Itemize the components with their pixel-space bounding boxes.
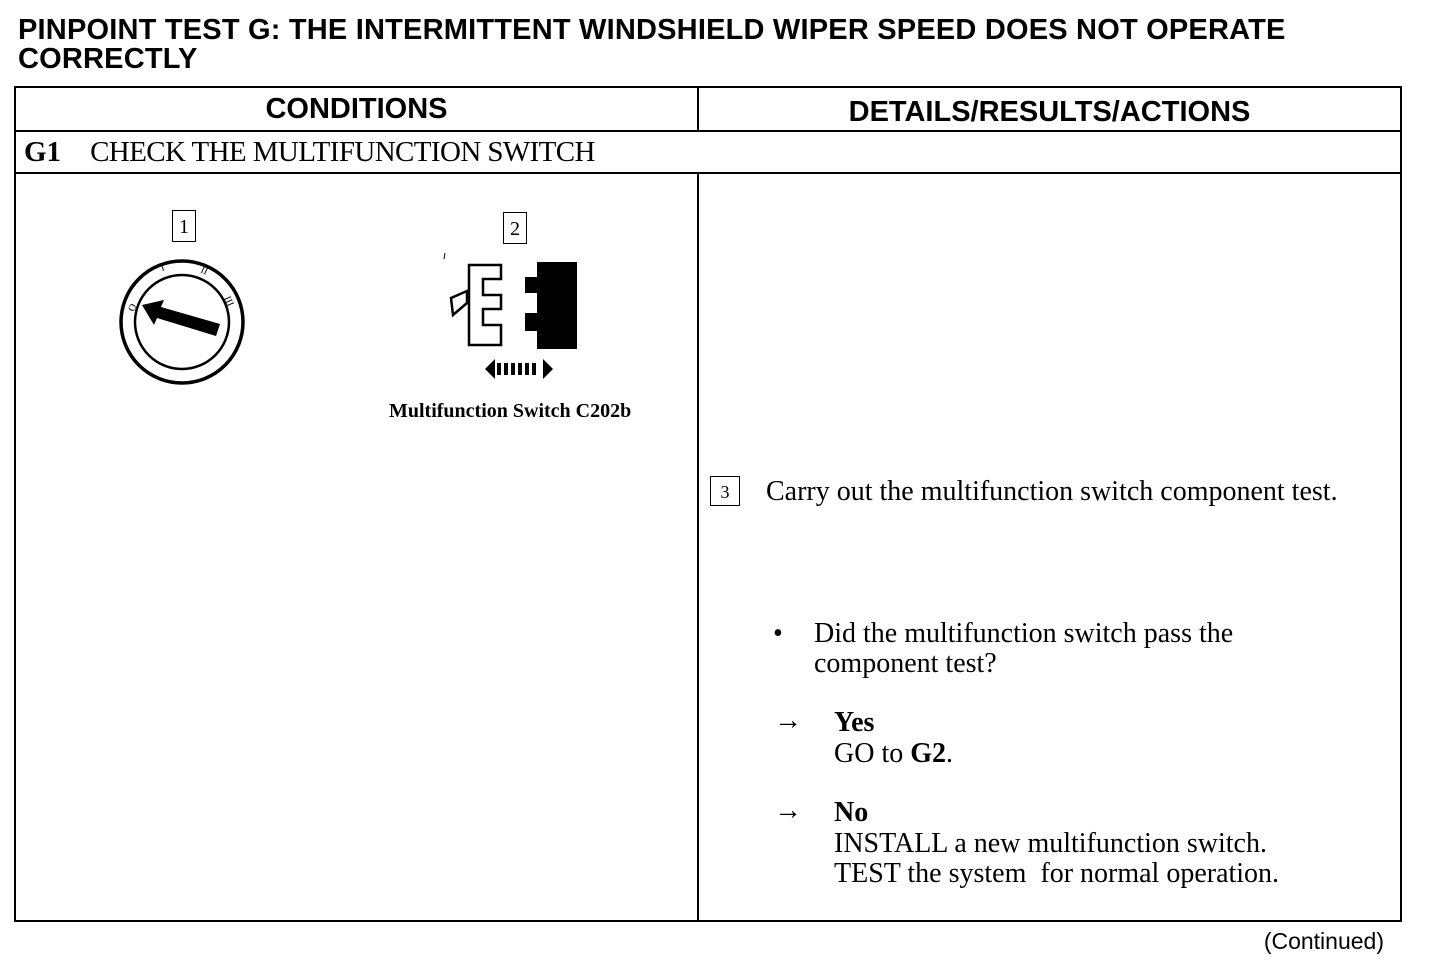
ignition-mark-off: O xyxy=(126,302,140,314)
connector-icon xyxy=(441,253,581,383)
figure-1-number: 1 xyxy=(172,210,196,242)
pinpoint-table xyxy=(14,86,1402,922)
step-row xyxy=(24,136,595,169)
body-column-divider xyxy=(697,172,699,920)
step-row-divider xyxy=(16,172,1400,174)
step-3-number: 3 xyxy=(710,476,740,506)
no-arrow: → xyxy=(774,795,802,826)
step-3-text: Carry out the multifunction switch component test. xyxy=(766,476,1338,507)
header-divider xyxy=(16,130,1400,132)
ignition-mark-2: II xyxy=(198,264,210,278)
ignition-switch-icon xyxy=(112,252,252,392)
yes-target: G2 xyxy=(910,738,947,769)
yes-prefix: GO to xyxy=(834,738,911,769)
conditions-header: CONDITIONS xyxy=(265,93,448,125)
question-text: Did the multifunction switch pass the component test? xyxy=(814,618,1234,679)
step-label: CHECK THE MULTIFUNCTION SWITCH xyxy=(90,136,595,168)
page-title: PINPOINT TEST G: THE INTERMITTENT WINDSHIELD WIPER SPEED DOES NOT OPERATE CORRECTLY xyxy=(18,14,1286,75)
figure-2-caption: Multifunction Switch C202b xyxy=(389,400,632,422)
figure-2-number: 2 xyxy=(503,212,527,244)
no-action-line-2: TEST the system for normal operation. xyxy=(834,858,1280,889)
yes-suffix: . xyxy=(946,738,954,769)
step-id: G1 xyxy=(24,136,62,168)
no-label: No xyxy=(834,797,869,828)
continued-label: (Continued) xyxy=(1263,928,1384,954)
ignition-mark-3: III xyxy=(221,294,236,309)
yes-arrow: → xyxy=(774,705,802,736)
ignition-mark-1: I xyxy=(159,262,167,274)
yes-label: Yes xyxy=(834,707,875,738)
no-action-line-1: INSTALL a new multifunction switch. xyxy=(834,828,1267,859)
question-bullet: • xyxy=(773,618,783,649)
details-header: DETAILS/RESULTS/ACTIONS xyxy=(848,96,1251,128)
yes-action xyxy=(834,739,953,769)
